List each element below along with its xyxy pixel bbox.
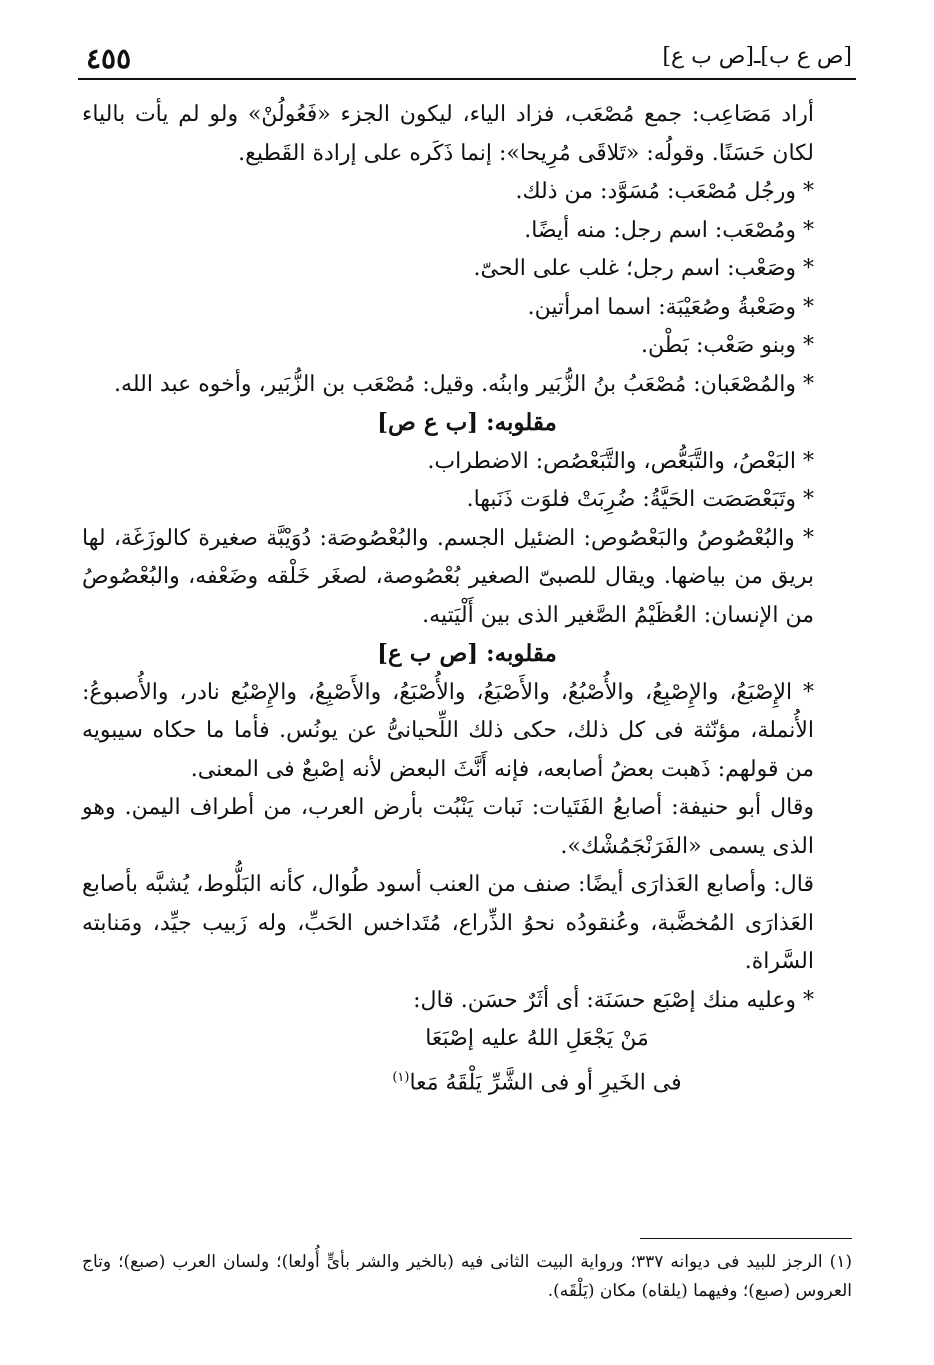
entry: * الإِصْبَعُ، والإِصْبِعُ، والأُصْبُعُ، والأَصْبَعُ، والأُصْبَعُ، والأَصْبِعُ، والإِصْبُع نادر، والأُصبوعُ: الأُنملة، مؤنّثة فى كل ذلك، حكى ذلك اللِّحيانىُّ عن يونُس. فأما ما حكاه سيبويه من قولهم: ذَهبت بعضُ أصابعه، فإنه أَنَّثَ البعض لأنه إصْبعٌ فى المعنى. [82, 679, 815, 782]
verse-line-2 [82, 1059, 852, 1103]
paragraph: أراد مَصَاعِب: جمع مُصْعَب، فزاد الياء، ليكون الجزء «فَعُولُنْ» ولو لم يأت بالياء لكان حَسَنًا. وقولُه: «تَلاقَى مُرِيحا»: إنما ذَكَره على إرادة القَطيع. [82, 102, 814, 166]
footnote: (١) الرجز للبيد فى ديوانه ٣٣٧؛ ورواية البيت الثانى فيه (بالخير والشر بأىٍّ أُولعا)؛ ولسان العرب (صبع)؛ وتاج العروس (صبع)؛ وفيهما (يلقاه) مكان (يَلْقَه). [82, 1252, 852, 1301]
verse-line-1: مَنْ يَجْعَلِ اللهُ عليه إصْبَعَا [425, 1026, 649, 1051]
entry: * البَعْصُ، والتَّبَعُّص، والتَّبَعْصُص: الاضطراب. [427, 448, 814, 474]
entry: * وبنو صَعْب: بَطْن. [641, 333, 814, 358]
section-heading: مقلوبه: [ص ب ع] [377, 640, 557, 667]
paragraph: قال: وأصابع العَذارَى أيضًا: صنف من العنب أسود طُوال، كأنه البَلُّوط، يُشبَّه بأصابع العَذارَى المُخضَّبة، وعُنقودُه نحوُ الذِّراع، مُتَداخس الحَبِّ، وله زَبيب جيِّد، ومَنابته السَّراة. [82, 872, 814, 974]
entry: * وصَعْب: اسم رجل؛ غلب على الحىّ. [473, 256, 814, 281]
header-rule [78, 78, 856, 80]
verse-line-2-text: فى الخَيرِ أو فى الشَّرِّ يَلْقَهُ مَعا [409, 1069, 682, 1095]
section-heading: مقلوبه: [ب ع ص] [377, 409, 557, 436]
page-header [78, 38, 856, 78]
entry: * والبُعْصُوصُ والبَعْصُوص: الضئيل الجسم. والبُعْصُوصَة: دُوَيْبَّة صغيرة كالوزَغَة، لها بريق من بياضها. ويقال للصبىّ الصغير بُعْصُوصة، لصغَر خَلْقه وضَعْفه، والبُعْصُوصُ من الإنسان: العُظَيْمُ الصَّغير الذى بين أَلْيَتيه. [82, 525, 814, 628]
entry: * وعليه منك إصْبَع حسَنَة: أى أثَرٌ حسَن. قال: [413, 987, 814, 1013]
body-text [82, 96, 852, 1102]
entry: * والمُصْعَبان: مُصْعَبُ بنُ الزُّبَير وابنُه. وقيل: مُصْعَب بن الزُّبَير، وأخوه عبد الله. [114, 371, 814, 397]
footnote-rule [640, 1238, 852, 1239]
entry: * وتَبَعْصَصَت الحَيَّةُ: ضُرِبَتْ فلوَت ذَنَبها. [466, 487, 814, 512]
entry: * ومُصْعَب: اسم رجل: منه أيضًا. [524, 217, 814, 243]
footnote-marker: (١) [392, 1069, 410, 1085]
page-number: ٤٥٥ [86, 42, 132, 75]
footnotes [82, 1248, 852, 1306]
paragraph: وقال أبو حنيفة: أصابعُ الفَتَيات: نَبات يَنْبُت بأرض العرب، من أطراف اليمن. وهو الذى يسمى «الفَرَنْجَمُشْك». [82, 795, 814, 859]
entry: * ورجُل مُصْعَب: مُسَوَّد: من ذلك. [515, 179, 814, 204]
entry: * وصَعْبةُ وصُعَيْبَة: اسما امرأتين. [527, 294, 814, 320]
running-head: [ص ع ب]ـ[ص ب ع] [662, 44, 852, 69]
